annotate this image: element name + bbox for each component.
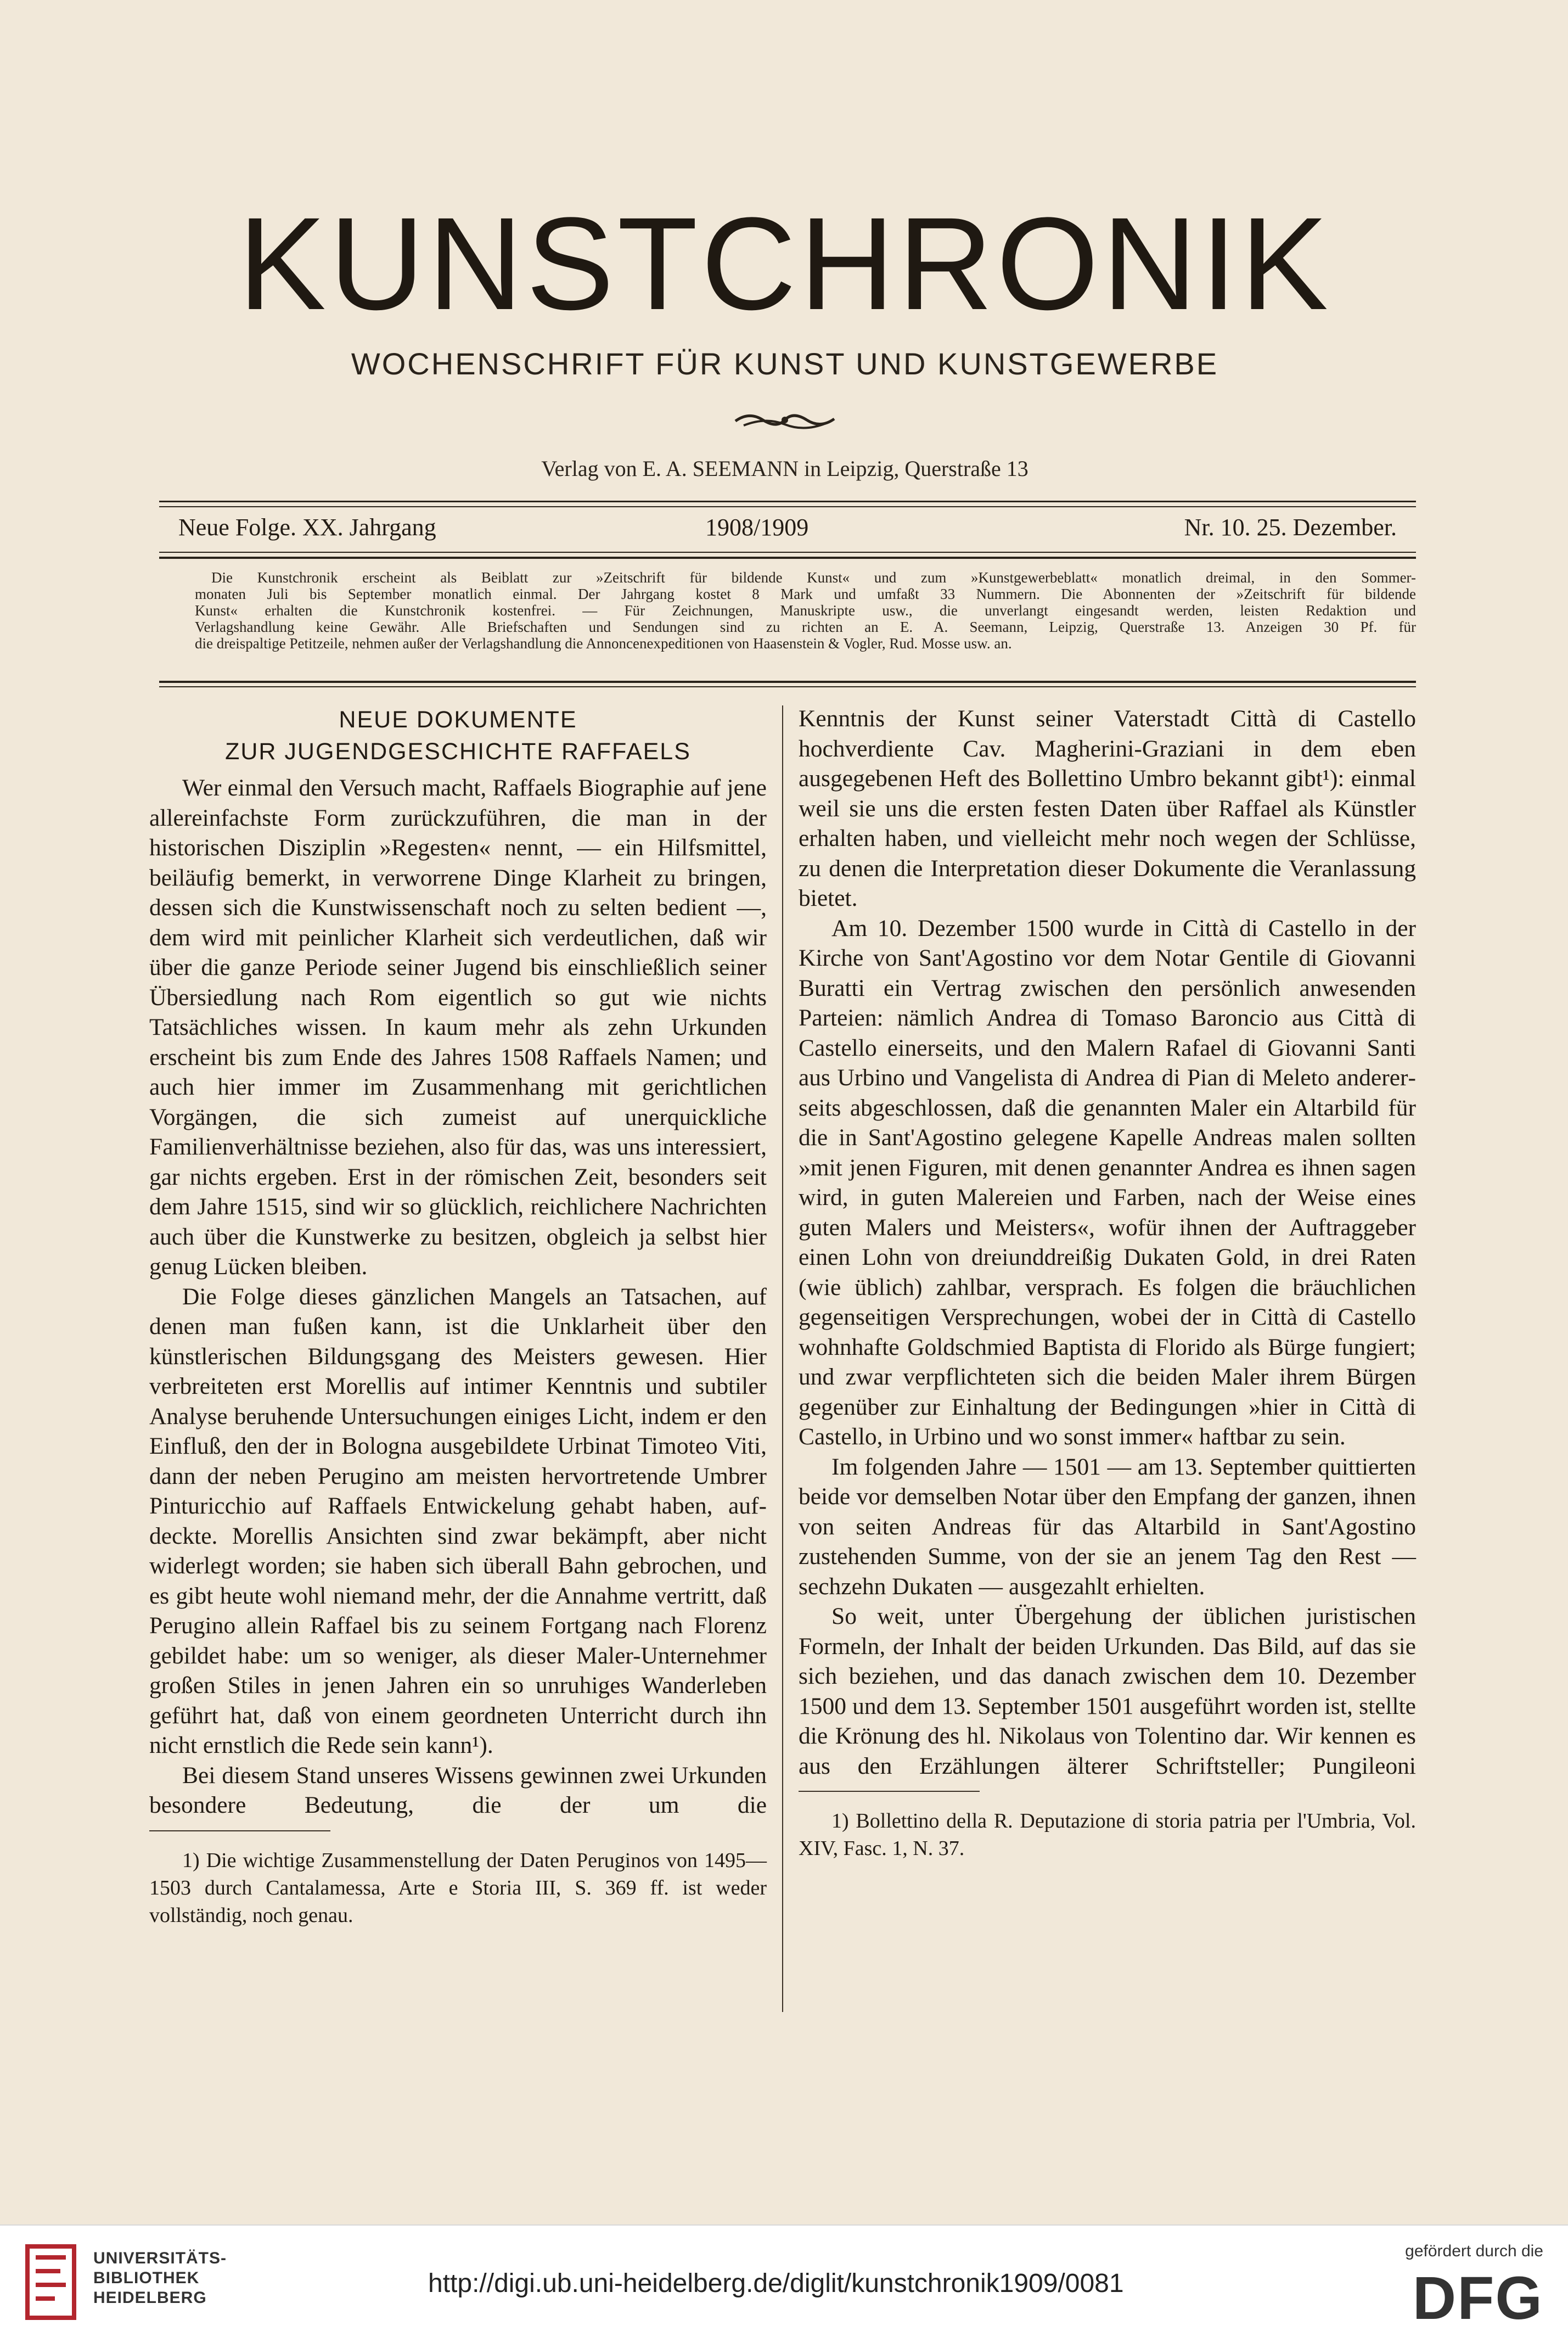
dfg-logo: DFG bbox=[1412, 2265, 1543, 2332]
paragraph: Die Folge dieses gänzlichen Mangels an Tatsachen, auf denen man fußen kann, ist die Unklarheit über den künstlerischen Bildungsgang des Meisters gewesen. Hier verbreiteten erst Morellis auf intimer Kenntnis und subtiler Analyse beruhende Untersuchungen einiges Licht, indem er den Einfluß, den der in Bologna ausgebildete Urbinat Timoteo Viti, dann der neben Perugino am meisten hervortretende Umbrer Pinturicchio auf Raffaels Entwickelung gehabt haben, aufdeckte. Morellis Ansichten sind zwar bekämpft, aber nicht widerlegt worden; sie haben sich überall Bahn gebrochen, und es gibt heute wohl niemand mehr, der die Annahme vertritt, daß Perugino allein Raffael bis zu seinem Fortgang nach Florenz gebildet habe: um so weniger, als dieser Maler-Unternehmer großen Stiles in jenen Jahren ein so unruhiges Wanderleben geführt hat, daß von einem geordneten Unterricht durch ihn nicht ernstlich die Rede sein kann¹). bbox=[149, 1283, 767, 1758]
rule-top-thin bbox=[159, 506, 1416, 507]
issue-year: 1908/1909 bbox=[705, 514, 809, 541]
footnote-rule bbox=[799, 1791, 980, 1792]
footnote: 1) Bollettino della R. Deputazione di storia patria per l'Umbria, Vol. XIV, Fasc. 1, N. 37. bbox=[799, 1809, 1416, 1860]
rule-top-thick bbox=[159, 501, 1416, 502]
column-divider bbox=[782, 705, 783, 2012]
journal-subtitle: WOCHENSCHRIFT FÜR KUNST UND KUNSTGEWERBE bbox=[351, 346, 1219, 381]
publisher-line: Verlag von E. A. SEEMANN in Leipzig, Querstraße 13 bbox=[541, 456, 1029, 481]
article-subheading: ZUR JUGENDGESCHICHTE RAFFAELS bbox=[225, 738, 691, 765]
paragraph: Kenntnis der Kunst seiner Vaterstadt Città di Castello hochverdiente Cav. Magherini-Graziani in dem eben ausgegebenen Heft des Bollettino Umbro bekannt gibt¹): einmal weil sie uns die ersten festen Daten über Raffael als Künstler erhalten haben, und vielleicht mehr noch wegen der Schlüsse, zu denen die Interpretation dieser Dokumente die Veranlassung bietet. bbox=[799, 705, 1416, 911]
footnote-rule bbox=[149, 1830, 330, 1831]
notice-line: Verlagshandlung keine Gewähr. Alle Briefschaften und Sendungen sind zu richten an E. A. Seemann, Leipzig, Querstraße 13. Anzeigen 30 Pf. für bbox=[195, 619, 1416, 635]
funding-label: gefördert durch die bbox=[1405, 2242, 1543, 2260]
rule-bottom-thin bbox=[159, 686, 1416, 687]
paragraph: Bei diesem Stand unseres Wissens gewinnen zwei Urkunden besondere Bedeutung, die der um die bbox=[149, 1762, 767, 1818]
paragraph: So weit, unter Übergehung der üblichen juristischen Formeln, der Inhalt der beiden Urkunden. Das Bild, auf das sie sich beziehen, und das danach zwischen dem 10. Dezember 1500 und dem 13. September 1501 ausgeführt worden ist, stellte die Krönung des hl. Nikolaus von Tolentino dar. Wir kennen es aus den Erzählungen älterer Schriftsteller; Pungileoni bbox=[799, 1603, 1416, 1779]
paragraph: Im folgenden Jahre — 1501 — am 13. September quittierten beide vor demselben Notar über den Empfang der ganzen, ihnen von seiten Andreas für das Altarbild in Sant'Agostino zustehenden Summe, von der sie an jenem Tag den Rest — sechzehn Dukaten — ausgezahlt erhielten. bbox=[799, 1453, 1416, 1600]
subscription-notice bbox=[195, 569, 1416, 652]
notice-line: Kunst« erhalten die Kunstchronik kostenfrei. — Für Zeichnungen, Manuskripte usw., die unverlangt eingesandt werden, leisten Redaktion und bbox=[195, 602, 1416, 619]
issue-number-date: Nr. 10. 25. Dezember. bbox=[1184, 514, 1397, 541]
rule-mid-thin bbox=[159, 552, 1416, 553]
university-library-name: UNIVERSITÄTS- BIBLIOTHEK HEIDELBERG bbox=[93, 2249, 227, 2307]
permalink-url[interactable]: http://digi.ub.uni-heidelberg.de/diglit/kunstchronik1909/0081 bbox=[428, 2269, 1124, 2298]
notice-line: die dreispaltige Petitzeile, nehmen außer der Verlagshandlung die Annoncenexpeditionen von Haasenstein & Vogler, Rud. Mosse usw. an. bbox=[195, 635, 1012, 652]
notice-line: monaten Juli bis September monatlich einmal. Der Jahrgang kostet 8 Mark und umfaßt 33 Nummern. Die Abonnenten der »Zeitschrift für bildende bbox=[195, 586, 1416, 602]
paragraph: Wer einmal den Versuch macht, Raffaels Biographie auf jene allereinfachste Form zurückzuführen, die man in der historischen Disziplin »Regesten« nennt, — ein Hilfsmittel, beiläufig bemerkt, in verworrene Dinge Klarheit zu bringen, dessen sich die Kunstwissenschaft noch zu selten bedient —, dem wird mit peinlicher Klarheit sich verdeutlichen, daß wir über die ganze Periode seiner Jugend bis einschließlich seiner Übersiedlung nach Rom eigentlich so gut wie nichts Tatsächliches wissen. In kaum mehr als zehn Urkunden erscheint bis zum Ende des Jahres 1508 Raffaels Namen; und auch hier immer im Zusammenhang mit gerichtlichen Vorgängen, die sich zumeist auf unerquickliche Familienverhältnisse beziehen, also für das, was uns interessiert, gar nichts ergeben. Erst in der römischen Zeit, besonders seit dem Jahre 1515, sind wir so glücklich, reichlichere Nachrichten auch über die Kunstwerke zu besitzen, obgleich ja selbst hier genug Lücken bleiben. bbox=[149, 775, 767, 1280]
issue-info-row bbox=[178, 513, 1397, 546]
notice-line: Die Kunstchronik erscheint als Beiblatt zur »Zeitschrift für bildende Kunst« und zum »Kunstgewerbeblatt« monatlich dreimal, in den Sommer- bbox=[211, 569, 1416, 586]
university-logo-icon bbox=[22, 2241, 80, 2323]
journal-title: KUNSTCHRONIK bbox=[238, 190, 1332, 337]
left-column bbox=[149, 704, 767, 1929]
series-volume: Neue Folge. XX. Jahrgang bbox=[178, 514, 436, 541]
ornament-icon bbox=[733, 409, 837, 431]
right-column bbox=[799, 704, 1416, 1862]
footnote: 1) Die wichtige Zusammenstellung der Daten Peruginos von 1495—1503 durch Cantalamessa, Arte e Storia III, S. 369 ff. ist weder vollständig, noch genau. bbox=[149, 1848, 767, 1927]
rule-bottom-thick bbox=[159, 681, 1416, 683]
article-heading: NEUE DOKUMENTE bbox=[339, 707, 577, 733]
rule-mid-thick bbox=[159, 557, 1416, 559]
paragraph: Am 10. Dezember 1500 wurde in Città di Castello in der Kirche von Sant'Agostino vor dem Notar Gentile di Giovanni Buratti ein Vertrag zwischen den persönlich anwesenden Parteien: nämlich Andrea di Tomaso Baroncio aus Città di Castello einerseits, und den Malern Rafael di Giovanni Santi aus Urbino und Vangelista di Andrea di Pian di Meleto andererseits abgeschlossen, daß die genannten Maler ein Altarbild für die in Sant'Agostino gelegene Kapelle Andreas malen sollten »mit jenen Figuren, mit denen genannter Andrea es ihnen sagen wird, in guten Malereien und Farben, nach der Weise eines guten Malers und Meisters«, wofür ihnen der Auftraggeber einen Lohn von dreiunddreißig Dukaten Gold, in drei Raten (wie üblich) zahlbar, versprach. Es folgen die bräuchlichen gegenseitigen Versprechungen, wobei der in Città di Castello wohnhafte Goldschmied Baptista di Florido als Bürge fungiert; und zwar verpflichteten sich die beiden Maler ihrem Bürgen gegenüber zur Einhaltung der Bedingungen »hier in Città di Castello, in Urbino und wo sonst immer« haftbar zu sein. bbox=[799, 915, 1416, 1450]
viewer-footer bbox=[0, 2224, 1568, 2337]
